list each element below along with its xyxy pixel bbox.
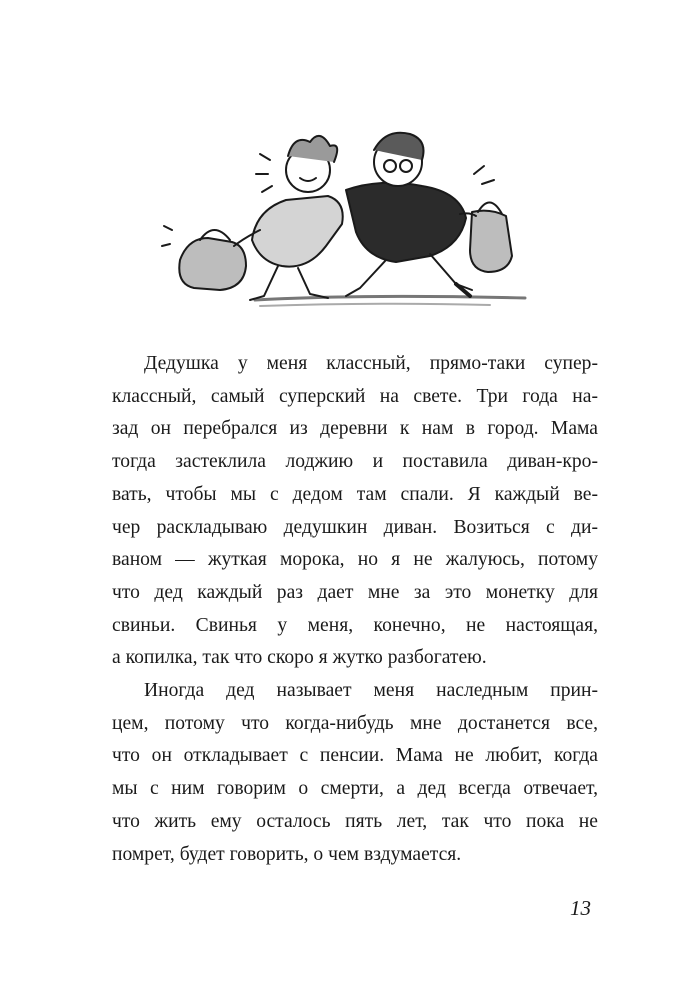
text-line: Дедушка у меня классный, прямо-таки супер- bbox=[144, 353, 598, 374]
text-line: помрет, будет говорить, о чем вздумается. bbox=[112, 843, 462, 865]
text-line: вать, чтобы мы с дедом там спали. Я каждый ве- bbox=[112, 483, 598, 505]
page-number: 13 bbox=[570, 896, 591, 920]
two-people-hurrying-with-bags-illustration bbox=[160, 120, 530, 330]
text-line: чер раскладываю дедушкин диван. Возиться с ди- bbox=[112, 516, 598, 538]
text-line: тогда застеклила лоджию и поставила диван-кро- bbox=[112, 451, 598, 473]
text-line: что жить ему осталось пять лет, так что пока не bbox=[112, 810, 598, 832]
text-line: что дед каждый раз дает мне за это монетку для bbox=[112, 581, 598, 603]
paragraph-1 bbox=[112, 348, 598, 675]
text-line: мы с ним говорим о смерти, а дед всегда отвечает, bbox=[112, 778, 598, 800]
text-line: Иногда дед называет меня наследным прин- bbox=[144, 680, 598, 702]
paragraph-2 bbox=[112, 675, 598, 871]
text-line: свиньи. Свинья у меня, конечно, не настоящая, bbox=[112, 614, 598, 636]
text-line: ваном — жуткая морока, но я не жалуюсь, потому bbox=[112, 549, 598, 571]
body-text bbox=[112, 348, 598, 871]
text-line: цем, потому что когда-нибудь мне достанется все, bbox=[112, 712, 598, 734]
text-line: что он откладывает с пенсии. Мама не любит, когда bbox=[112, 745, 598, 767]
text-line: а копилка, так что скоро я жутко разбогатею. bbox=[112, 647, 487, 669]
text-line: классный, самый суперский на свете. Три года на- bbox=[112, 385, 598, 407]
text-line: зад он перебрался из деревни к нам в город. Мама bbox=[112, 418, 598, 440]
